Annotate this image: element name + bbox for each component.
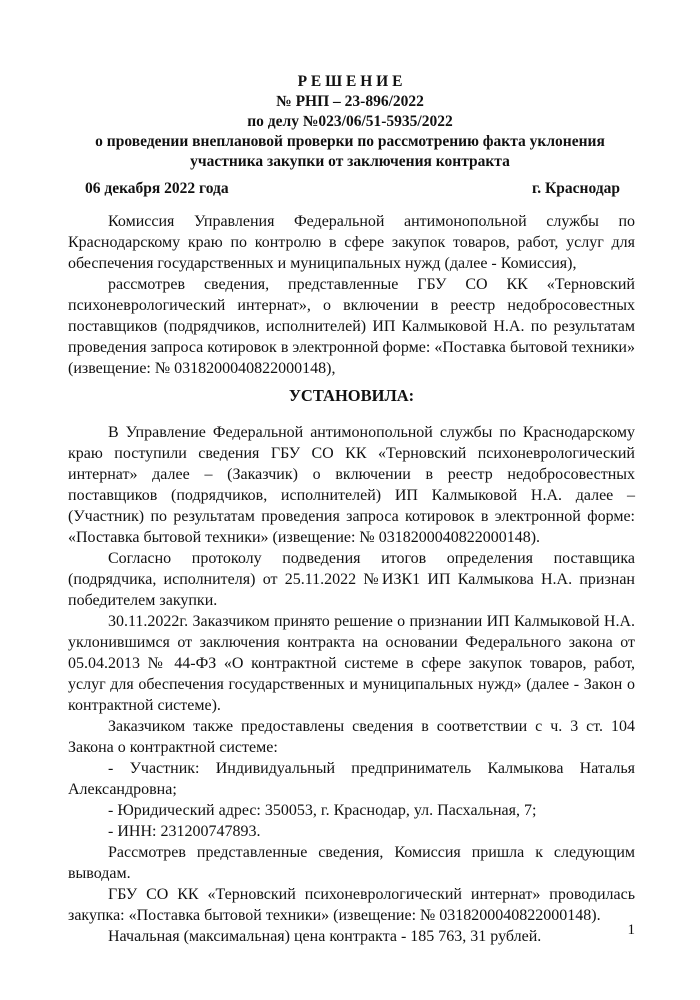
- date-place-line: [85, 180, 620, 198]
- intro-block: [68, 211, 635, 379]
- page-number: 1: [627, 922, 635, 938]
- findings-paragraph: Рассмотрев представленные сведения, Комиссия пришла к следующим выводам.: [68, 844, 635, 882]
- decision-date: 06 декабря 2022 года: [85, 180, 229, 197]
- section-heading: УСТАНОВИЛА:: [288, 386, 415, 405]
- intro-paragraph-commission: Комиссия Управления Федеральной антимонопольной службы по Краснодарскому краю по контролю в сфере закупок товаров, работ, услуг для обеспечения государственных и муниципальных нужд (далее - Комиссия),: [68, 213, 635, 272]
- address-item: - Юридический адрес: 350053, г. Краснодар, ул. Пасхальная, 7;: [108, 802, 537, 819]
- findings-paragraph: ГБУ СО КК «Терновский психоневрологический интернат» проводилась закупка: «Поставка бытовой техники» (извещение: № 0318200040822000148).: [68, 886, 635, 924]
- subject-line-1: о проведении внеплановой проверки по рассмотрению факта уклонения: [95, 133, 605, 150]
- findings-paragraph: Начальная (максимальная) цена контракта - 185 763, 31 рублей.: [108, 928, 542, 945]
- document-title: Р Е Ш Е Н И Е: [297, 73, 403, 90]
- case-number: по делу №023/06/51-5935/2022: [247, 113, 453, 130]
- document-header: [60, 72, 640, 172]
- subject-line-2: участника закупки от заключения контракта: [190, 153, 510, 170]
- findings-paragraph: Согласно протоколу подведения итогов определения поставщика (подрядчика, исполнителя) от 25.11.2022 №ИЗК1 ИП Калмыкова Н.А. признан победителем закупки.: [68, 550, 635, 609]
- findings-paragraph: 30.11.2022г. Заказчиком принято решение о признании ИП Калмыковой Н.А. уклонившимся от заключения контракта на основании Федерального закона от 05.04.2013 № 44-ФЗ «О контрактной системе в сфере закупок товаров, работ, услуг для обеспечения государственных и муниципальных нужд» (далее - Закон о контрактной системе).: [68, 613, 635, 714]
- inn-item: - ИНН: 231200747893.: [108, 823, 261, 840]
- findings-paragraph: Заказчиком также предоставлены сведения в соответствии с ч. 3 ст. 104 Закона о контрактной системе:: [68, 718, 635, 756]
- findings-block: [68, 422, 635, 947]
- intro-paragraph-considered: рассмотрев сведения, представленные ГБУ СО КК «Терновский психоневрологический интернат», о включении в реестр недобросовестных поставщиков (подрядчиков, исполнителей) ИП Калмыковой Н.А. по результатам проведения запроса котировок в электронной форме: «Поставка бытовой техники» (извещение: № 0318200040822000148),: [68, 276, 635, 377]
- registry-number: № РНП – 23-896/2022: [276, 93, 424, 110]
- participant-item: - Участник: Индивидуальный предприниматель Калмыкова Наталья Александровна;: [68, 760, 635, 798]
- decision-city: г. Краснодар: [532, 180, 620, 197]
- findings-paragraph: В Управление Федеральной антимонопольной службы по Краснодарскому краю поступили сведения ГБУ СО КК «Терновский психоневрологический интернат» далее – (Заказчик) о включении в реестр недобросовестных поставщиков (подрядчиков, исполнителей) ИП Калмыковой Н.А. далее – (Участник) по результатам проведения запроса котировок в электронной форме: «Поставка бытовой техники» (извещение: № 0318200040822000148).: [68, 424, 635, 546]
